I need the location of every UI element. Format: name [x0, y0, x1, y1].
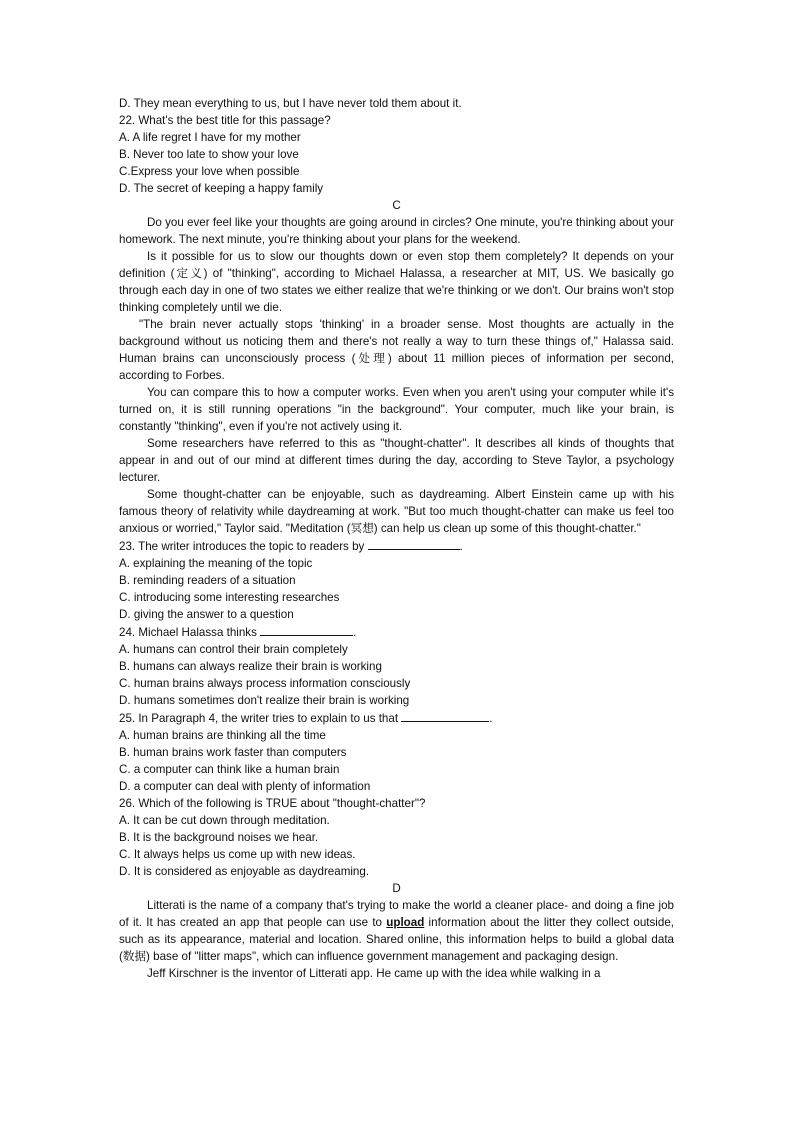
q24-stem-line — [119, 623, 674, 641]
q26-option-d: D. It is considered as enjoyable as daydreaming. — [119, 865, 370, 878]
upload-keyword: upload — [386, 916, 425, 929]
q22-option-d: D. The secret of keeping a happy family — [119, 182, 324, 195]
question-23 — [119, 537, 674, 623]
passage-c-paragraph-2: Is it possible for us to slow our thoughts down or even stop them completely? It depends on your definition (定义) of "thinking", according to Michael Halassa, a researcher at MIT, US. We basically go through each day in one of two states we either realize that we're thinking or we don't. Our brains won't stop thinking completely until we die. — [119, 250, 674, 314]
q22-option-c: C.Express your love when possible — [119, 165, 300, 178]
passage-c-paragraph-6: Some thought-chatter can be enjoyable, such as daydreaming. Albert Einstein came up with his famous theory of relativity while daydreaming at work. "But too much thought-chatter can make us feel too anxious or worried," Taylor said. "Meditation (冥想) can help us clean up some of this thought-chatter." — [119, 488, 674, 535]
passage-c — [119, 214, 674, 537]
q22-option-b: B. Never too late to show your love — [119, 148, 299, 161]
passage-d-paragraph-1 — [119, 897, 674, 965]
q24-stem: 24. Michael Halassa thinks — [119, 626, 261, 639]
q24-stem-end: . — [353, 626, 357, 639]
q22-option-a: A. A life regret I have for my mother — [119, 131, 301, 144]
q23-stem-line — [119, 537, 674, 555]
passage-d-p1-before: Litterati is the name of a company that's trying to make the world a cleaner place- and doing a fine job of it. It has created an app that people can use to — [119, 899, 674, 929]
q25-stem-end: . — [489, 712, 493, 725]
q23-option-c: C. introducing some interesting researches — [119, 591, 340, 604]
passage-d — [119, 897, 674, 982]
q24-option-a: A. humans can control their brain completely — [119, 643, 348, 656]
q22-question: 22. What's the best title for this passage? — [119, 114, 331, 127]
answer-blank — [401, 709, 489, 722]
question-25 — [119, 709, 674, 795]
passage-d-p1-after: information about the litter they collect outside, such as its appearance, material and location. Shared online, this information helps to build a global data (数据) base of "litter maps", which can influence government management and packaging design. — [119, 916, 674, 963]
question-26 — [119, 795, 674, 880]
passage-c-paragraph-1: Do you ever feel like your thoughts are going around in circles? One minute, you're thinking about your homework. The next minute, you're thinking about your plans for the weekend. — [119, 216, 674, 246]
q23-stem-end: . — [459, 540, 463, 553]
question-24 — [119, 623, 674, 709]
q24-option-d: D. humans sometimes don't realize their brain is working — [119, 694, 410, 707]
q25-option-a: A. human brains are thinking all the time — [119, 729, 326, 742]
q24-option-b: B. humans can always realize their brain is working — [119, 660, 382, 673]
q26-question: 26. Which of the following is TRUE about "thought-chatter"? — [119, 797, 426, 810]
q25-stem: 25. In Paragraph 4, the writer tries to explain to us that — [119, 712, 402, 725]
q23-option-d: D. giving the answer to a question — [119, 608, 294, 621]
passage-d-paragraph-2: Jeff Kirschner is the inventor of Litterati app. He came up with the idea while walking in a — [147, 967, 601, 980]
q26-option-c: C. It always helps us come up with new ideas. — [119, 848, 356, 861]
q23-option-b: B. reminding readers of a situation — [119, 574, 296, 587]
q24-option-c: C. human brains always process information consciously — [119, 677, 411, 690]
passage-c-paragraph-3: "The brain never actually stops 'thinking' in a broader sense. Most thoughts are actually in the background without us noticing them and there's not really a way to turn these things of," Halassa said. Human brains can unconsciously process (处理) about 11 million pieces of information per second, according to Forbes. — [119, 318, 674, 382]
q25-stem-line — [119, 709, 674, 727]
q21-option-d: D. They mean everything to us, but I have never told them about it. — [119, 97, 462, 110]
q26-option-a: A. It can be cut down through meditation. — [119, 814, 330, 827]
q26-option-b: B. It is the background noises we hear. — [119, 831, 319, 844]
section-d-heading: D — [392, 882, 401, 895]
answer-blank — [368, 537, 460, 550]
passage-c-paragraph-4: You can compare this to how a computer works. Even when you aren't using your computer while it's turned on, it is still running operations "in the background". Your computer, much like your brain, is constantly "thinking", even if you're not actively using it. — [119, 386, 674, 433]
q25-option-d: D. a computer can deal with plenty of information — [119, 780, 371, 793]
answer-blank — [260, 623, 353, 636]
q23-option-a: A. explaining the meaning of the topic — [119, 557, 313, 570]
passage-c-paragraph-5: Some researchers have referred to this as "thought-chatter". It describes all kinds of thoughts that appear in and out of our mind at different times during the day, according to Steve Taylor, a psychology lecturer. — [119, 437, 674, 484]
q23-stem: 23. The writer introduces the topic to readers by — [119, 540, 368, 553]
question-22 — [119, 112, 674, 197]
q25-option-c: C. a computer can think like a human brain — [119, 763, 340, 776]
section-c-heading: C — [392, 199, 401, 212]
q25-option-b: B. human brains work faster than computers — [119, 746, 347, 759]
exam-page — [119, 95, 674, 982]
